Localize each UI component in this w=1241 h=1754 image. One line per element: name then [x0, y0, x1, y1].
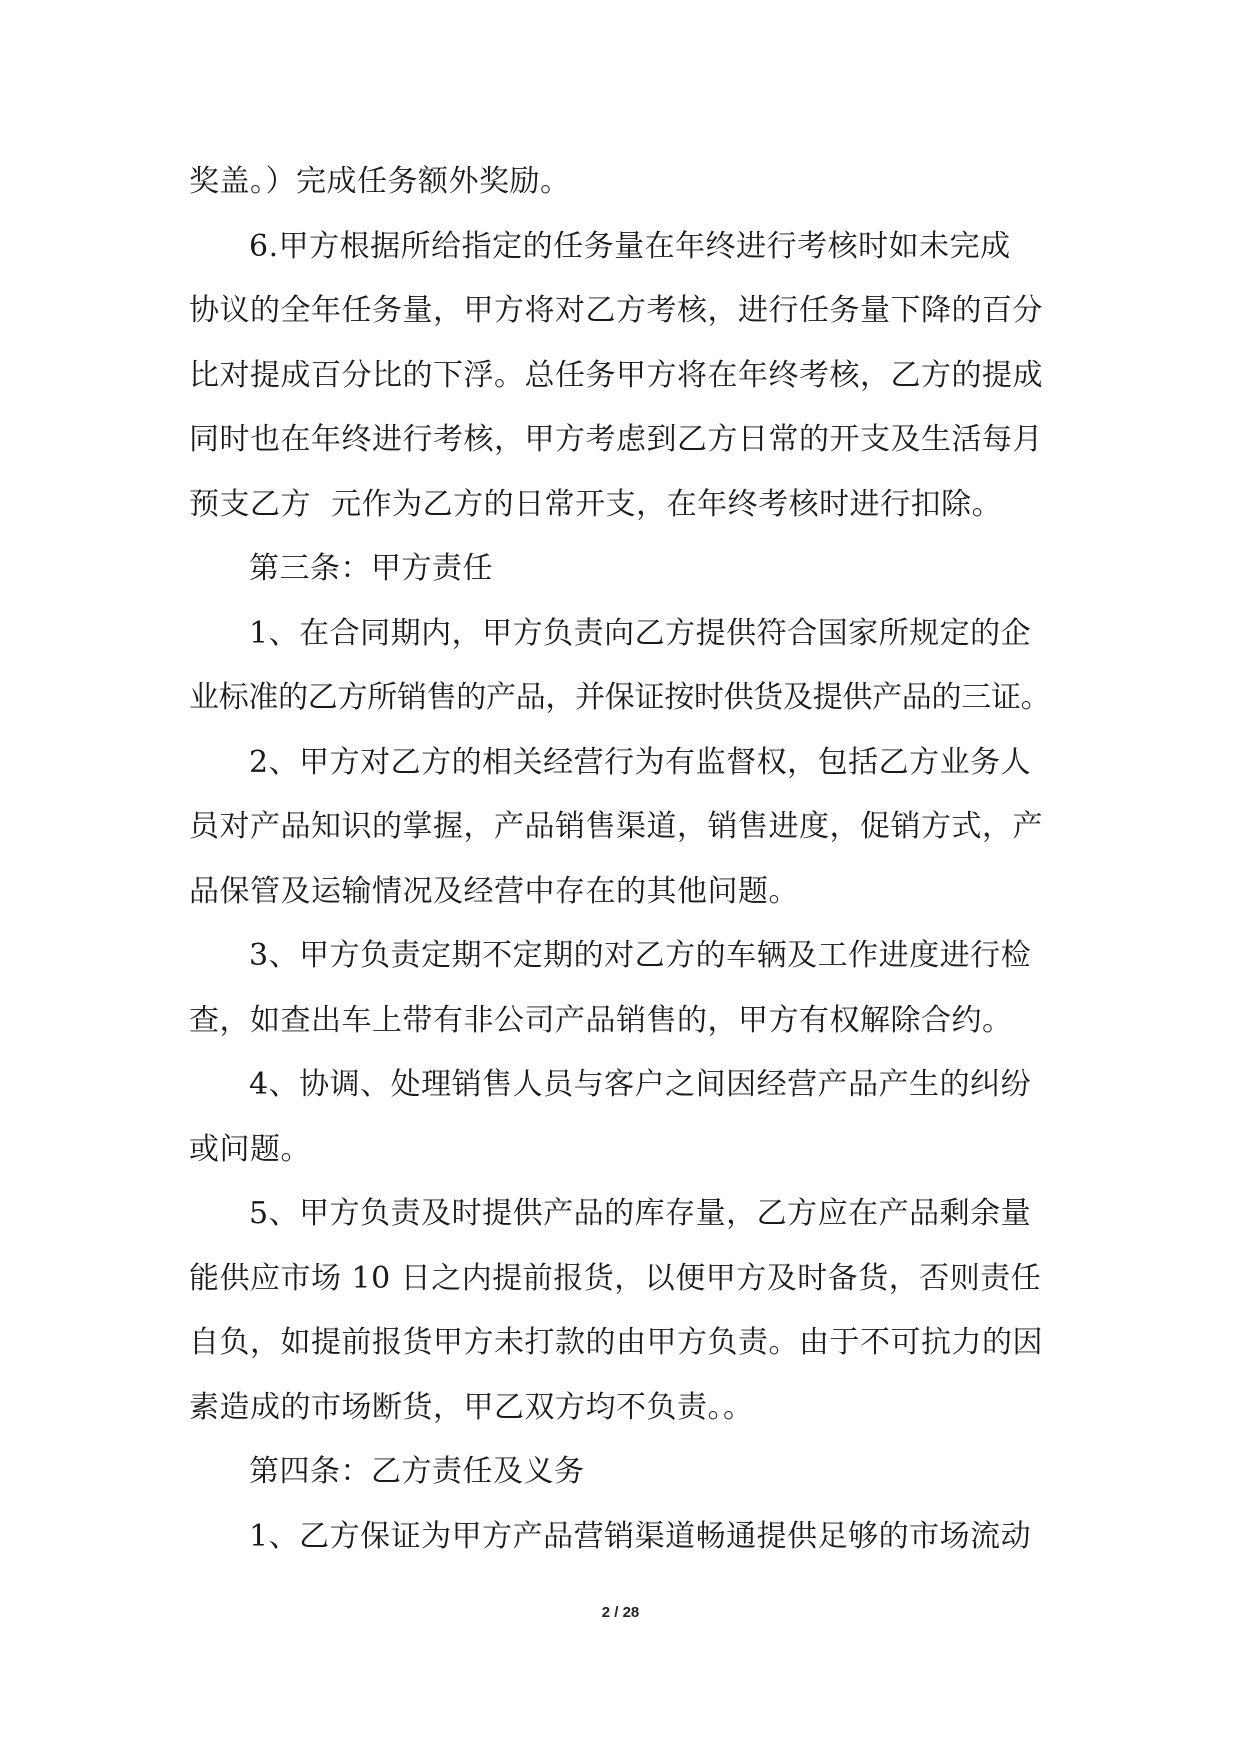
section-heading: 第四条：乙方责任及义务 — [249, 1454, 585, 1489]
text-line: 6.甲方根据所给指定的任务量在年终进行考核时如未完成 — [249, 228, 1011, 264]
text-line: 4、协调、处理销售人员与客户之间因经营产品产生的纠纷 — [249, 1067, 1032, 1102]
text-line: 比对提成百分比的下浮。总任务甲方将在年终考核，乙方的提成 — [189, 357, 1043, 393]
text-line: 1、乙方保证为甲方产品营销渠道畅通提供足够的市场流动 — [249, 1518, 1032, 1554]
text-line: 预支乙方 元作为乙方的日常开支，在年终考核时进行扣除。 — [189, 486, 1003, 522]
text-line: 1、在合同期内，甲方负责向乙方提供符合国家所规定的企 — [249, 615, 1032, 651]
text-line: 素造成的市场断货，甲乙双方均不负责。。 — [189, 1389, 754, 1425]
text-line: 5、甲方负责及时提供产品的库存量，乙方应在产品剩余量 — [249, 1196, 1032, 1231]
section-heading: 第三条：甲方责任 — [249, 551, 493, 586]
page-number: 2 / 28 — [601, 1604, 640, 1621]
text-line: 3、甲方负责定期不定期的对乙方的车辆及工作进度进行检 — [249, 938, 1032, 973]
text-line: 业标准的乙方所销售的产品，并保证按时供货及提供产品的三证。 — [189, 680, 1051, 715]
text-line: 奖盖。）完成任务额外奖励。 — [189, 164, 571, 199]
text-line: 品保管及运输情况及经营中存在的其他问题。 — [189, 873, 799, 909]
text-line: 2、甲方对乙方的相关经营行为有监督权，包括乙方业务人 — [249, 744, 1032, 780]
text-line: 能供应市场 10 日之内提前报货，以便甲方及时备货，否则责任 — [189, 1260, 1042, 1296]
text-line: 协议的全年任务量，甲方将对乙方考核，进行任务量下降的百分 — [189, 293, 1043, 328]
text-line: 或问题。 — [189, 1131, 311, 1167]
text-line: 员对产品知识的掌握，产品销售渠道，销售进度，促销方式，产 — [189, 809, 1043, 844]
document-body — [189, 150, 1055, 1569]
text-line: 查，如查出车上带有非公司产品销售的，甲方有权解除合约。 — [189, 1002, 1013, 1038]
text-line: 同时也在年终进行考核，甲方考虑到乙方日常的开支及生活每月 — [189, 422, 1043, 457]
text-line: 自负，如提前报货甲方未打款的由甲方负责。由于不可抗力的因 — [189, 1325, 1043, 1360]
